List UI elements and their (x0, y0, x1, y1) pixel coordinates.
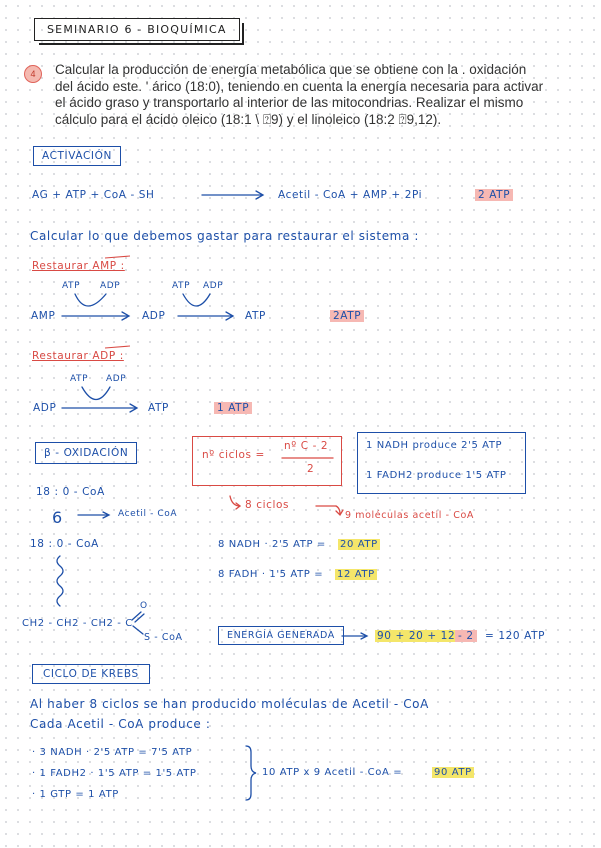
krebs-line-2: Cada Acetil - CoA produce : (30, 717, 211, 731)
krebs-heading: CICLO DE KREBS (32, 664, 150, 684)
restore-amp-label: Restaurar AMP : (32, 260, 125, 272)
question-line: cálculo para el ácido oleico (18:1 \ ⍰9) y el linoleico (18:2 ⍰9,12). (55, 111, 442, 127)
adp-restore-curve (82, 387, 110, 400)
energy-result: = 120 ATP (485, 630, 546, 642)
thioester-s-coa: S - CoA (144, 632, 183, 643)
krebs-line-1: Al haber 8 ciclos se han producido moléculas de Acetil - CoA (30, 697, 429, 711)
amp-start: AMP (31, 310, 56, 322)
energy-minus-cost: - 2 (455, 630, 477, 642)
fadh-result: 12 ATP (337, 569, 375, 580)
carbonyl-bond (135, 614, 144, 622)
carbonyl-oxygen: O (140, 601, 148, 611)
energy-sum: 90 + 20 + 12 (377, 630, 456, 642)
nadh-calc: 8 NADH · 2'5 ATP = (218, 539, 326, 550)
page-title: SEMINARIO 6 - BIOQUÍMICA (34, 18, 240, 41)
nadh-note: 1 NADH produce 2'5 ATP (366, 440, 503, 451)
acetyl-coa-product: Acetil - CoA (118, 509, 178, 519)
adp-restore-cofactor-adp: ADP (106, 374, 127, 384)
fadh-calc: 8 FADH · 1'5 ATP = (218, 569, 324, 580)
formula-denominator: 2 (307, 463, 315, 475)
amp-red-underline (105, 256, 130, 258)
amp-end-atp: ATP (245, 310, 266, 322)
adp-red-underline (105, 346, 130, 348)
krebs-item: · 1 GTP = 1 ATP (32, 789, 119, 800)
krebs-item: · 3 NADH · 2'5 ATP = 7'5 ATP (32, 747, 193, 758)
adp-restore-cofactor-atp: ATP (70, 374, 89, 384)
beta-oxidacion-heading: β - OXIDACIÓN (35, 442, 137, 464)
energy-generated-label: ENERGÍA GENERADA (218, 626, 344, 645)
question-number-badge: 4 (24, 65, 42, 83)
adp-restore-start: ADP (33, 402, 57, 414)
formula-numerator: nº C - 2 (284, 440, 329, 452)
acyl-coa-top: 18 : 0 - CoA (36, 486, 105, 498)
activation-reaction-left: AG + ATP + CoA - SH (32, 189, 155, 201)
adp-restore-cost: 1 ATP (214, 402, 252, 414)
nadh-result: 20 ATP (340, 539, 378, 550)
question-line: el ácido graso y transportarlo al interior de las mitocondrias. Realizar el mismo (55, 95, 524, 110)
amp-mid-adp: ADP (142, 310, 166, 322)
question-line: del ácido este. ' árico (18:0), teniendo en cuenta la energía necesaria para activar (55, 78, 544, 94)
krebs-total-text: 10 ATP x 9 Acetil - CoA = (262, 767, 403, 778)
chain-squiggle (57, 556, 63, 606)
restore-adp-label: Restaurar ADP : (32, 350, 124, 362)
carbonyl-bond (132, 612, 141, 620)
krebs-item: · 1 FADH2 · 1'5 ATP = 1'5 ATP (32, 768, 197, 779)
krebs-total-result: 90 ATP (434, 767, 472, 778)
amp-cofactor-curve (75, 294, 106, 306)
activation-cost: 2 ATP (475, 189, 513, 201)
activation-reaction-right: Acetil - CoA + AMP + 2Pi (278, 189, 423, 201)
adp-cofactor-adp: ADP (203, 281, 224, 291)
acyl-chain: CH2 - CH2 - CH2 - C (22, 618, 133, 629)
adp-cofactor-atp: ATP (172, 281, 191, 291)
restore-intro-text: Calcular lo que debemos gastar para restaurar el sistema : (30, 229, 419, 243)
formula-lhs: nº ciclos = (202, 449, 265, 461)
adp-cofactor-curve (183, 294, 210, 306)
adp-restore-end: ATP (148, 402, 169, 414)
acyl-coa-second: 18 : 0 - CoA (30, 538, 99, 550)
fadh-note: 1 FADH2 produce 1'5 ATP (366, 470, 507, 481)
acetyl-molecules-count: 9 moléculas acetil - CoA (345, 510, 474, 521)
six-label: 6 (52, 508, 63, 527)
thioester-bond (133, 626, 143, 634)
amp-cost: 2ATP (330, 310, 364, 322)
activacion-heading: ACTIVACIÓN (33, 146, 121, 166)
cycles-count: 8 ciclos (245, 499, 290, 511)
krebs-brace (246, 746, 256, 800)
question-line: Calcular la producción de energía metabólica que se obtiene con la . oxidación (55, 62, 527, 77)
amp-cofactor-atp: ATP (62, 281, 81, 291)
amp-cofactor-adp: ADP (100, 281, 121, 291)
